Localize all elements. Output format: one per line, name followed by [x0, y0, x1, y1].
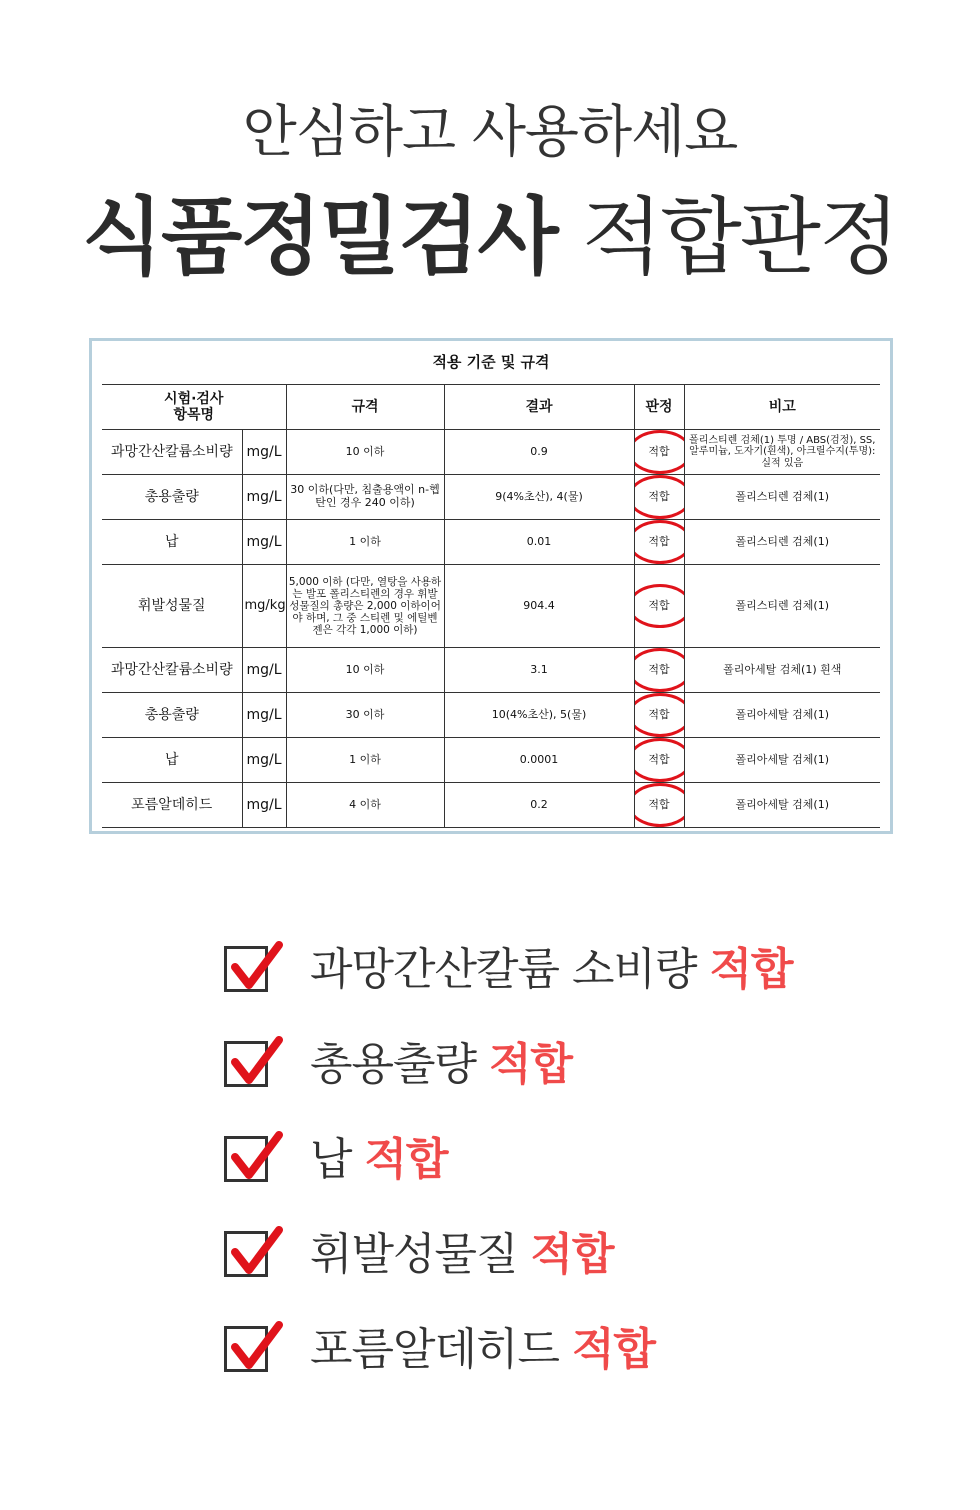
item-result: 904.4 — [444, 565, 634, 648]
item-unit: mg/L — [242, 738, 286, 783]
item-name: 총용출량 — [102, 475, 242, 520]
checkmark-icon — [229, 1036, 285, 1090]
pass-status: 적합 — [489, 1039, 573, 1090]
check-label: 휘발성물질 적합 — [310, 1229, 614, 1280]
list-item — [224, 1130, 924, 1225]
table-row — [102, 475, 880, 520]
item-result: 3.1 — [444, 648, 634, 693]
item-note: 폴리스티렌 검체(1) — [684, 565, 880, 648]
item-unit: mg/L — [242, 430, 286, 475]
column-header-verdict: 판정 — [634, 385, 684, 430]
item-verdict — [634, 738, 684, 783]
item-name: 과망간산칼륨소비량 — [102, 648, 242, 693]
list-item — [224, 1320, 924, 1415]
checkmark-icon — [229, 941, 285, 995]
spec-table — [102, 384, 880, 828]
verdict-text: 적합 — [648, 534, 670, 548]
item-unit: mg/L — [242, 648, 286, 693]
table-row — [102, 520, 880, 565]
pass-checklist — [224, 940, 924, 1415]
column-header-note: 비고 — [684, 385, 880, 430]
item-name: 납 — [102, 738, 242, 783]
item-result: 10(4%초산), 5(물) — [444, 693, 634, 738]
item-verdict — [634, 565, 684, 648]
checkbox-checked-icon — [224, 1326, 268, 1372]
item-note: 폴리아세탈 검체(1) 흰색 — [684, 648, 880, 693]
table-row — [102, 648, 880, 693]
item-note: 폴리아세탈 검체(1) — [684, 738, 880, 783]
item-spec: 10 이하 — [286, 648, 444, 693]
item-note: 폴리아세탈 검체(1) — [684, 783, 880, 828]
item-spec: 10 이하 — [286, 430, 444, 475]
checkbox-checked-icon — [224, 1231, 268, 1277]
column-header-spec: 규격 — [286, 385, 444, 430]
list-item — [224, 1225, 924, 1320]
table-row — [102, 693, 880, 738]
check-label: 총용출량 적합 — [310, 1039, 573, 1090]
item-verdict — [634, 783, 684, 828]
column-header-result: 결과 — [444, 385, 634, 430]
item-note: 폴리스티렌 검체(1) — [684, 475, 880, 520]
item-spec: 30 이하 — [286, 693, 444, 738]
item-note: 폴리스티렌 검체(1) 투명 / ABS(검정), SS,알루미늄, 도자기(흰색), 아크릴수지(투명): 실적 있음 — [684, 430, 880, 475]
item-verdict — [634, 430, 684, 475]
item-name: 총용출량 — [102, 693, 242, 738]
checkmark-icon — [229, 1321, 285, 1375]
headline-light: 적합판정 — [581, 188, 899, 286]
item-note: 폴리스티렌 검체(1) — [684, 520, 880, 565]
item-result: 9(4%초산), 4(물) — [444, 475, 634, 520]
verdict-text: 적합 — [648, 797, 670, 811]
item-unit: mg/L — [242, 783, 286, 828]
verdict-text: 적합 — [648, 662, 670, 676]
table-row — [102, 565, 880, 648]
verdict-text: 적합 — [648, 752, 670, 766]
list-item — [224, 940, 924, 1035]
pass-status: 적합 — [709, 944, 793, 995]
verdict-text: 적합 — [648, 444, 670, 458]
item-spec: 4 이하 — [286, 783, 444, 828]
page-subtitle: 안심하고 사용하세요 — [242, 100, 738, 165]
pass-status: 적합 — [572, 1324, 656, 1375]
item-spec: 1 이하 — [286, 520, 444, 565]
verdict-text: 적합 — [648, 707, 670, 721]
verdict-text: 적합 — [648, 489, 670, 503]
item-unit: mg/L — [242, 520, 286, 565]
item-result: 0.0001 — [444, 738, 634, 783]
item-note: 폴리아세탈 검체(1) — [684, 693, 880, 738]
item-verdict — [634, 648, 684, 693]
item-spec: 5,000 이하 (다만, 열탕을 사용하는 발포 폴리스티렌의 경우 휘발성물질의 총량은 2,000 이하이어야 하며, 그 중 스티렌 및 에틸벤젠은 각각 1,000 이하) — [286, 565, 444, 648]
headline-bold: 식품정밀검사 — [81, 188, 557, 286]
verdict-text: 적합 — [648, 598, 670, 612]
item-spec: 30 이하(다만, 침출용액이 n-헵탄인 경우 240 이하) — [286, 475, 444, 520]
item-unit: mg/L — [242, 475, 286, 520]
item-result: 0.01 — [444, 520, 634, 565]
report-title: 적용 기준 및 규격 — [432, 353, 550, 371]
table-row — [102, 430, 880, 475]
item-verdict — [634, 693, 684, 738]
checkbox-checked-icon — [224, 1041, 268, 1087]
item-result: 0.9 — [444, 430, 634, 475]
item-name: 포름알데히드 — [102, 783, 242, 828]
item-verdict — [634, 475, 684, 520]
checkmark-icon — [229, 1131, 285, 1185]
table-row — [102, 783, 880, 828]
item-name: 과망간산칼륨소비량 — [102, 430, 242, 475]
item-unit: mg/L — [242, 693, 286, 738]
item-name: 납 — [102, 520, 242, 565]
checkmark-icon — [229, 1226, 285, 1280]
item-result: 0.2 — [444, 783, 634, 828]
item-name: 휘발성물질 — [102, 565, 242, 648]
check-label: 과망간산칼륨 소비량 적합 — [310, 944, 793, 995]
column-header-item: 시험·검사 항목명 — [102, 385, 286, 430]
check-label: 포름알데히드 적합 — [310, 1324, 656, 1375]
table-header-row — [102, 385, 880, 430]
checkbox-checked-icon — [224, 1136, 268, 1182]
checkbox-checked-icon — [224, 946, 268, 992]
item-verdict — [634, 520, 684, 565]
table-row — [102, 738, 880, 783]
page-headline — [0, 170, 980, 291]
item-spec: 1 이하 — [286, 738, 444, 783]
pass-status: 적합 — [364, 1134, 448, 1185]
check-label: 납 적합 — [310, 1134, 448, 1185]
test-report-image — [89, 338, 893, 834]
pass-status: 적합 — [530, 1229, 614, 1280]
item-unit: mg/kg — [242, 565, 286, 648]
list-item — [224, 1035, 924, 1130]
